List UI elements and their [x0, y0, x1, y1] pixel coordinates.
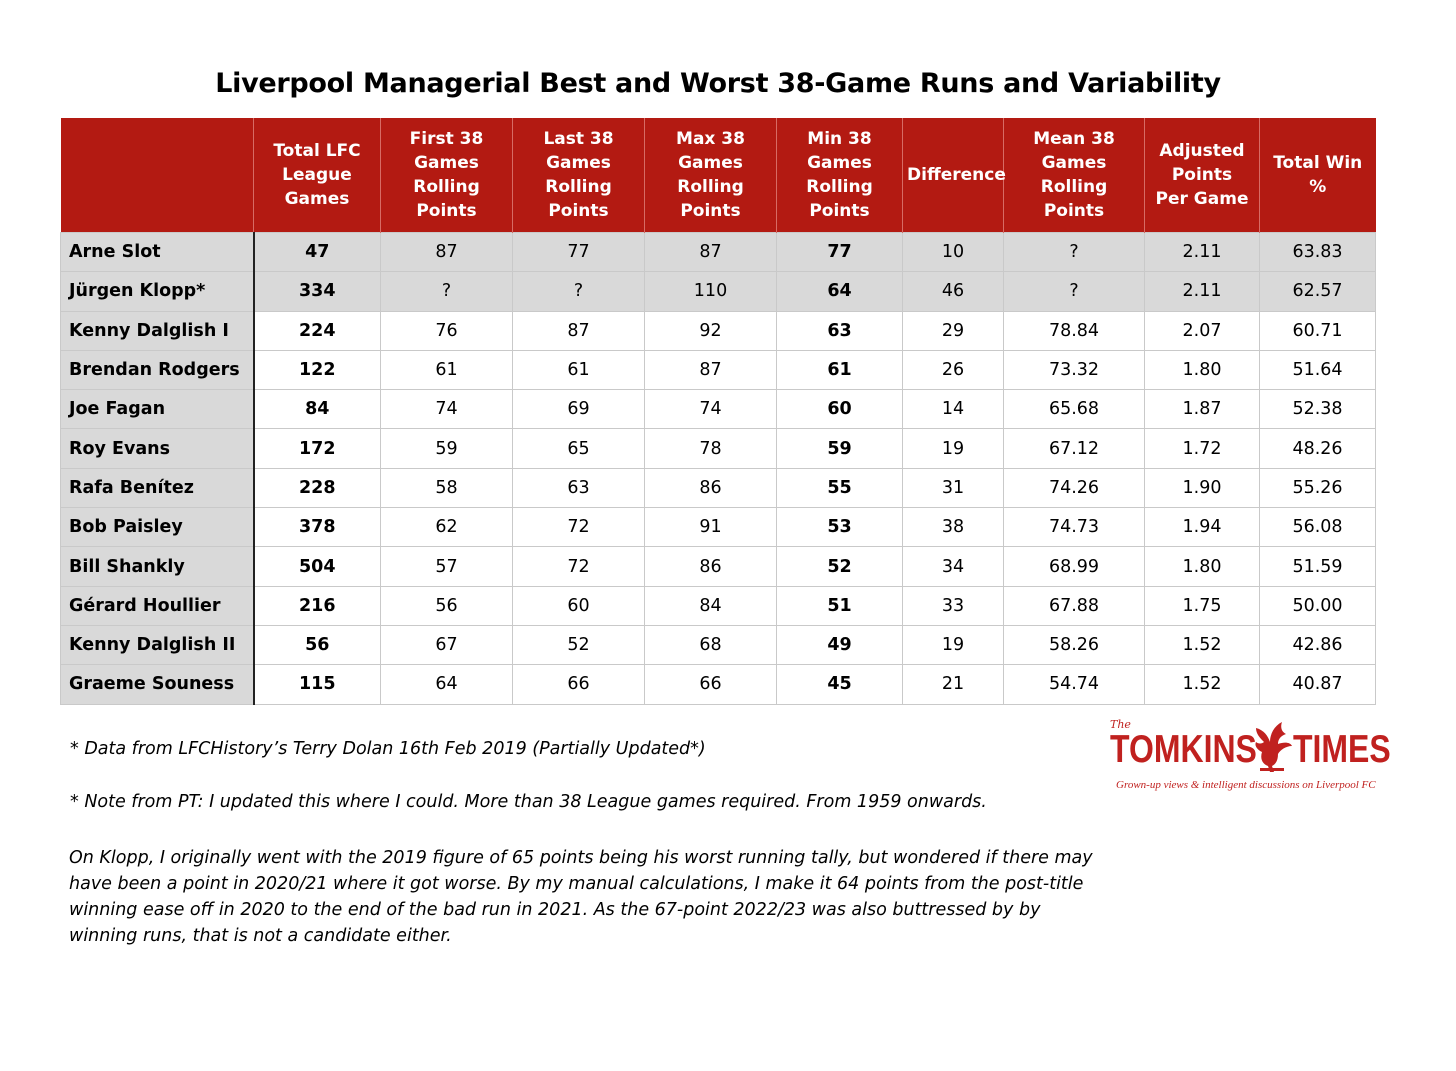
table-cell: 55.26: [1260, 468, 1376, 507]
table-cell: 19: [903, 429, 1004, 468]
manager-name-cell: Arne Slot: [61, 233, 254, 272]
table-cell: 58.26: [1004, 625, 1145, 664]
table-cell: 63.83: [1260, 233, 1376, 272]
table-cell: 19: [903, 625, 1004, 664]
table-cell: 1.72: [1145, 429, 1260, 468]
manager-name-cell: Rafa Benítez: [61, 468, 254, 507]
manager-name-cell: Bob Paisley: [61, 508, 254, 547]
logo-word-times: TIMES: [1293, 728, 1391, 771]
table-cell: 59: [381, 429, 513, 468]
table-cell: 73.32: [1004, 350, 1145, 389]
table-row: [61, 429, 1376, 468]
manager-name-cell: Brendan Rodgers: [61, 350, 254, 389]
table-cell: 51: [777, 586, 903, 625]
table-row: [61, 390, 1376, 429]
table-cell: 87: [381, 233, 513, 272]
table-cell: 86: [645, 547, 777, 586]
table-cell: 55: [777, 468, 903, 507]
table-cell: 87: [645, 350, 777, 389]
table-cell: 53: [777, 508, 903, 547]
table-cell: 38: [903, 508, 1004, 547]
table-cell: 56.08: [1260, 508, 1376, 547]
table-cell: 34: [903, 547, 1004, 586]
table-cell: 1.90: [1145, 468, 1260, 507]
table-cell: 1.52: [1145, 665, 1260, 704]
table-cell: 67.88: [1004, 586, 1145, 625]
table-cell: 2.11: [1145, 272, 1260, 311]
logo-tagline: Grown-up views & intelligent discussions on Liverpool FC: [1116, 779, 1376, 791]
table-cell: 64: [381, 665, 513, 704]
table-row: [61, 468, 1376, 507]
table-cell: 50.00: [1260, 586, 1376, 625]
table-cell: 72: [513, 508, 645, 547]
column-header: Total Win %: [1260, 118, 1376, 233]
table-cell: 74: [645, 390, 777, 429]
table-cell: 65: [513, 429, 645, 468]
table-cell: 1.75: [1145, 586, 1260, 625]
table-cell: 52: [777, 547, 903, 586]
table-cell: 334: [254, 272, 381, 311]
table-cell: 78.84: [1004, 311, 1145, 350]
table-cell: 40.87: [1260, 665, 1376, 704]
table-cell: 1.80: [1145, 350, 1260, 389]
liver-bird-icon: [1250, 720, 1294, 776]
table-row: [61, 508, 1376, 547]
table-cell: ?: [381, 272, 513, 311]
table-row: [61, 311, 1376, 350]
column-header: Min 38 Games Rolling Points: [777, 118, 903, 233]
table-header-row: [61, 118, 1376, 233]
table-cell: 61: [513, 350, 645, 389]
table-cell: 84: [254, 390, 381, 429]
table-cell: 51.59: [1260, 547, 1376, 586]
logo-word-tomkins: TOMKINS: [1110, 728, 1257, 771]
table-cell: 74.26: [1004, 468, 1145, 507]
column-header: Difference: [903, 118, 1004, 233]
table-cell: 1.80: [1145, 547, 1260, 586]
table-cell: 10: [903, 233, 1004, 272]
column-header: Last 38 Games Rolling Points: [513, 118, 645, 233]
manager-name-cell: Joe Fagan: [61, 390, 254, 429]
table-cell: 21: [903, 665, 1004, 704]
manager-name-cell: Roy Evans: [61, 429, 254, 468]
table-cell: 14: [903, 390, 1004, 429]
table-cell: 60.71: [1260, 311, 1376, 350]
table-cell: 78: [645, 429, 777, 468]
table-cell: 56: [381, 586, 513, 625]
table-cell: 42.86: [1260, 625, 1376, 664]
table-cell: 68.99: [1004, 547, 1145, 586]
table-cell: 74: [381, 390, 513, 429]
table-row: [61, 665, 1376, 704]
table-cell: 29: [903, 311, 1004, 350]
manager-name-cell: Jürgen Klopp*: [61, 272, 254, 311]
manager-name-cell: Gérard Houllier: [61, 586, 254, 625]
klopp-paragraph: On Klopp, I originally went with the 2019 figure of 65 points being his worst running tally, but wondered if there may have been a point in 2020/21 where it got worse. By my manual calculations, I make it 64 points from the post-title winning ease off in 2020 to the end of the bad run in 2021. As the 67-point 2022/23 was also buttressed by by winning runs, that is not a candidate either.: [69, 848, 1093, 946]
table-cell: 56: [254, 625, 381, 664]
table-cell: 76: [381, 311, 513, 350]
table-cell: 62: [381, 508, 513, 547]
table-row: [61, 547, 1376, 586]
logo-the: The: [1110, 718, 1131, 731]
update-note: * Note from PT: I updated this where I could. More than 38 League games required. From 1959 onwards.: [70, 792, 987, 812]
table-row: [61, 272, 1376, 311]
table-cell: 26: [903, 350, 1004, 389]
tomkins-times-logo: [1110, 718, 1400, 798]
table-cell: ?: [1004, 272, 1145, 311]
table-cell: 54.74: [1004, 665, 1145, 704]
table-cell: 224: [254, 311, 381, 350]
table-cell: 216: [254, 586, 381, 625]
table-body: [61, 233, 1376, 705]
table-cell: 2.07: [1145, 311, 1260, 350]
table-cell: 2.11: [1145, 233, 1260, 272]
table-cell: 49: [777, 625, 903, 664]
manager-name-cell: Bill Shankly: [61, 547, 254, 586]
table-cell: 52: [513, 625, 645, 664]
column-header: Adjusted Points Per Game: [1145, 118, 1260, 233]
table-row: [61, 586, 1376, 625]
table-cell: 33: [903, 586, 1004, 625]
table-cell: 504: [254, 547, 381, 586]
stats-table: [60, 118, 1376, 705]
table-cell: 60: [513, 586, 645, 625]
table-cell: 52.38: [1260, 390, 1376, 429]
table-cell: 61: [381, 350, 513, 389]
table-cell: 91: [645, 508, 777, 547]
table-cell: 1.94: [1145, 508, 1260, 547]
table-cell: 77: [777, 233, 903, 272]
table-cell: 228: [254, 468, 381, 507]
table-cell: 87: [645, 233, 777, 272]
column-header: Mean 38 Games Rolling Points: [1004, 118, 1145, 233]
table-cell: 59: [777, 429, 903, 468]
table-cell: 1.87: [1145, 390, 1260, 429]
table-cell: 86: [645, 468, 777, 507]
table-cell: 67.12: [1004, 429, 1145, 468]
table-cell: 46: [903, 272, 1004, 311]
table-cell: 48.26: [1260, 429, 1376, 468]
manager-name-cell: Kenny Dalglish II: [61, 625, 254, 664]
table-cell: 63: [777, 311, 903, 350]
table-cell: ?: [1004, 233, 1145, 272]
table-cell: ?: [513, 272, 645, 311]
table-cell: 65.68: [1004, 390, 1145, 429]
table-cell: 63: [513, 468, 645, 507]
table-cell: 378: [254, 508, 381, 547]
table-cell: 64: [777, 272, 903, 311]
table-row: [61, 350, 1376, 389]
table-cell: 61: [777, 350, 903, 389]
table-cell: 31: [903, 468, 1004, 507]
header-blank-cell: [61, 118, 254, 233]
table-cell: 67: [381, 625, 513, 664]
column-header: First 38 Games Rolling Points: [381, 118, 513, 233]
table-cell: 45: [777, 665, 903, 704]
table-row: [61, 625, 1376, 664]
table-cell: 87: [513, 311, 645, 350]
table-cell: 172: [254, 429, 381, 468]
table-cell: 122: [254, 350, 381, 389]
table-cell: 92: [645, 311, 777, 350]
table-row: [61, 233, 1376, 272]
table-cell: 69: [513, 390, 645, 429]
manager-name-cell: Graeme Souness: [61, 665, 254, 704]
table-cell: 72: [513, 547, 645, 586]
table-cell: 1.52: [1145, 625, 1260, 664]
table-cell: 74.73: [1004, 508, 1145, 547]
source-note: * Data from LFCHistory’s Terry Dolan 16th Feb 2019 (Partially Updated*): [70, 739, 706, 759]
column-header: Total LFC League Games: [254, 118, 381, 233]
table-cell: 58: [381, 468, 513, 507]
manager-name-cell: Kenny Dalglish I: [61, 311, 254, 350]
table-cell: 68: [645, 625, 777, 664]
table-cell: 84: [645, 586, 777, 625]
table-cell: 60: [777, 390, 903, 429]
page-title: Liverpool Managerial Best and Worst 38-Game Runs and Variability: [215, 68, 1221, 99]
table-cell: 115: [254, 665, 381, 704]
table-cell: 47: [254, 233, 381, 272]
column-header: Max 38 Games Rolling Points: [645, 118, 777, 233]
table-cell: 62.57: [1260, 272, 1376, 311]
table-cell: 66: [645, 665, 777, 704]
table-cell: 51.64: [1260, 350, 1376, 389]
table-cell: 77: [513, 233, 645, 272]
table-cell: 66: [513, 665, 645, 704]
table-cell: 110: [645, 272, 777, 311]
table-cell: 57: [381, 547, 513, 586]
